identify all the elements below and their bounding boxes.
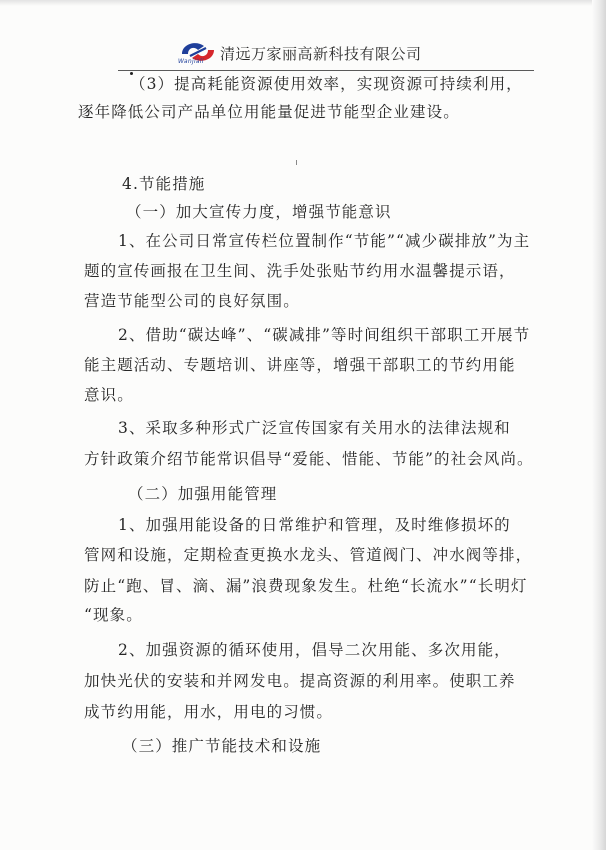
section-title: 4.节能措施: [122, 175, 206, 193]
sub2-p2-line-1: 2、加强资源的循环使用，倡导二次用能、多次用能，: [118, 641, 511, 659]
logo-caption: Wanjiali: [178, 58, 204, 65]
intro-item-line-1: （3）提高耗能资源使用效率，实现资源可持续利用，: [130, 75, 523, 93]
sub2-p2-line-2: 加快光伏的安装和并网发电。提高资源的利用率。使职工养: [84, 672, 516, 690]
sub1-p2-line-3: 意识。: [84, 386, 134, 404]
sub2-p1-line-2: 管网和设施，定期检查更换水龙头、管道阀门、冲水阀等排，: [84, 546, 533, 564]
sub1-p2-line-1: 2、借助“碳达峰”、“碳减排”等时间组织干部职工开展节: [118, 326, 531, 344]
sub1-p1-line-1: 1、在公司日常宣传栏位置制作“节能”“减少碳排放”为主: [118, 232, 531, 250]
subsection-title-2: （二）加强用能管理: [128, 485, 278, 503]
intro-item-line-2: 逐年降低公司产品单位用能量促进节能型企业建设。: [78, 103, 460, 121]
sub1-p3-line-1: 3、采取多种形式广泛宣传国家有关用水的法律法规和: [118, 419, 511, 437]
subsection-title-1: （一）加大宣传力度，增强节能意识: [126, 203, 392, 221]
sub1-p1-line-2: 题的宣传画报在卫生间、洗手处张贴节约用水温馨提示语，: [84, 262, 516, 280]
sub1-p1-line-3: 营造节能型公司的良好氛围。: [84, 292, 300, 310]
sub2-p1-line-1: 1、加强用能设备的日常维护和管理，及时维修损坏的: [118, 516, 511, 534]
scan-shadow-top: [0, 0, 606, 6]
company-name: 清远万家丽高新科技有限公司: [220, 45, 422, 63]
scan-speck: [296, 160, 297, 165]
sub1-p3-line-2: 方针政策介绍节能常识倡导“爱能、惜能、节能”的社会风尚。: [84, 450, 534, 468]
sub1-p2-line-2: 能主题活动、专题培训、讲座等，增强干部职工的节约用能: [84, 356, 516, 374]
sub2-p2-line-3: 成节约用能，用水，用电的习惯。: [84, 703, 334, 721]
letterhead: [178, 36, 518, 72]
scan-shadow-right: [592, 0, 606, 850]
sub2-p1-line-4: “现象。: [84, 606, 143, 624]
sub2-p1-line-3: 防止“跑、冒、滴、漏”浪费现象发生。杜绝“长流水”“长明灯: [84, 577, 528, 595]
subsection-title-3: （三）推广节能技术和设施: [122, 737, 322, 755]
